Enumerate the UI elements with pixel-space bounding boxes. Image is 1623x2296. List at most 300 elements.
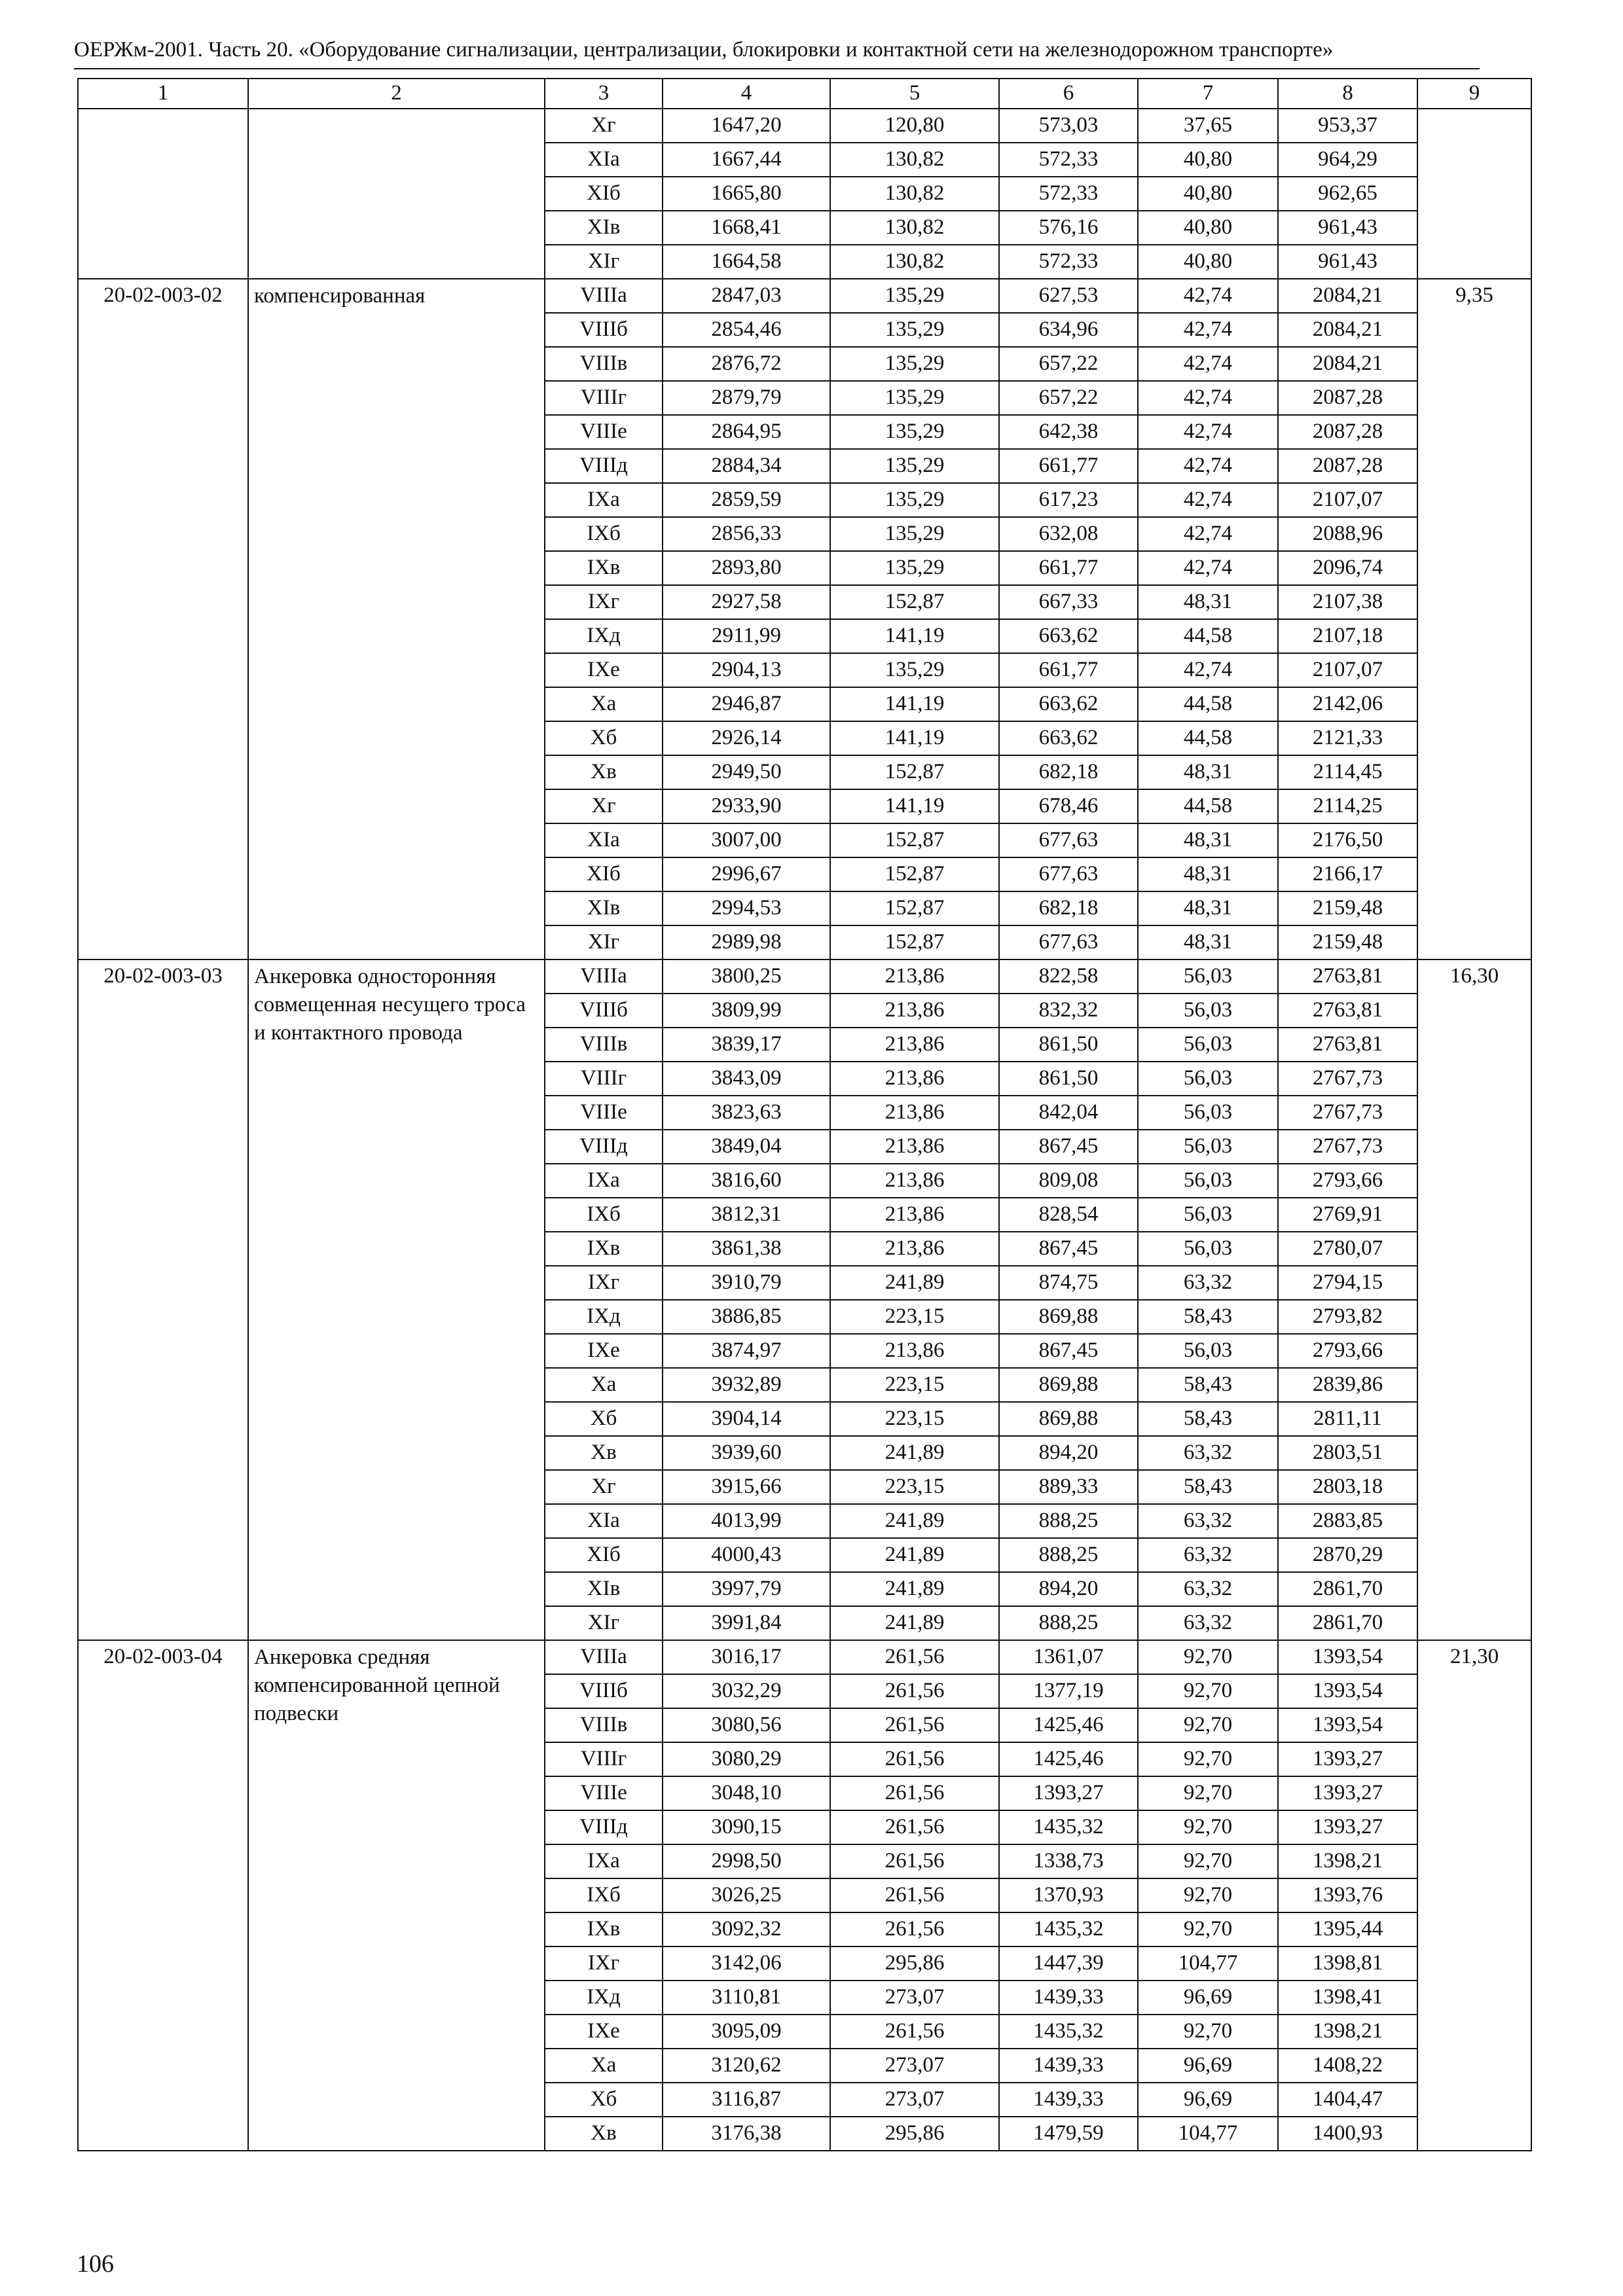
machinist-wages-cell: 44,58 <box>1138 687 1278 721</box>
materials-cell: 2883,85 <box>1278 1504 1417 1538</box>
work-name-cell: Анкеровка односторонняя совмещенная несущего троса и контактного провода <box>248 960 545 1640</box>
machinist-wages-cell: 92,70 <box>1138 1708 1278 1742</box>
machinist-wages-cell: 56,03 <box>1138 1130 1278 1164</box>
category-cell: IXг <box>545 585 663 619</box>
materials-cell: 1393,54 <box>1278 1640 1417 1674</box>
materials-cell: 1398,21 <box>1278 2015 1417 2049</box>
category-cell: IXд <box>545 1300 663 1334</box>
machinist-wages-cell: 92,70 <box>1138 1742 1278 1776</box>
total-cost-cell: 2876,72 <box>663 347 830 381</box>
materials-cell: 2087,28 <box>1278 415 1417 449</box>
category-cell: IXб <box>545 1878 663 1912</box>
total-cost-cell: 3176,38 <box>663 2117 830 2151</box>
machine-cost-cell: 869,88 <box>999 1300 1138 1334</box>
wages-cell: 273,07 <box>830 2049 999 2083</box>
machinist-wages-cell: 63,32 <box>1138 1504 1278 1538</box>
work-name-cell: компенсированная <box>248 279 545 960</box>
wages-cell: 213,86 <box>830 960 999 994</box>
materials-cell: 2767,73 <box>1278 1130 1417 1164</box>
total-cost-cell: 2856,33 <box>663 517 830 551</box>
materials-cell: 2107,07 <box>1278 653 1417 687</box>
category-cell: IXв <box>545 1232 663 1266</box>
total-cost-cell: 2994,53 <box>663 891 830 925</box>
machinist-wages-cell: 92,70 <box>1138 1810 1278 1844</box>
wages-cell: 213,86 <box>830 1096 999 1130</box>
wages-cell: 135,29 <box>830 347 999 381</box>
total-cost-cell: 3932,89 <box>663 1368 830 1402</box>
machine-cost-cell: 1338,73 <box>999 1844 1138 1878</box>
category-cell: VIIIв <box>545 1708 663 1742</box>
machinist-wages-cell: 42,74 <box>1138 313 1278 347</box>
machinist-wages-cell: 42,74 <box>1138 653 1278 687</box>
total-cost-cell: 1664,58 <box>663 245 830 279</box>
materials-cell: 1393,27 <box>1278 1810 1417 1844</box>
wages-cell: 295,86 <box>830 2117 999 2151</box>
wages-cell: 213,86 <box>830 1062 999 1096</box>
machinist-wages-cell: 44,58 <box>1138 619 1278 653</box>
total-cost-cell: 3142,06 <box>663 1946 830 1981</box>
machinist-wages-cell: 48,31 <box>1138 823 1278 857</box>
total-cost-cell: 4013,99 <box>663 1504 830 1538</box>
materials-cell: 2096,74 <box>1278 551 1417 585</box>
machine-cost-cell: 809,08 <box>999 1164 1138 1198</box>
total-cost-cell: 3910,79 <box>663 1266 830 1300</box>
materials-cell: 2107,18 <box>1278 619 1417 653</box>
column-number: 2 <box>248 79 545 109</box>
wages-cell: 152,87 <box>830 891 999 925</box>
category-cell: Xв <box>545 1436 663 1470</box>
total-cost-cell: 3997,79 <box>663 1572 830 1606</box>
machine-cost-cell: 828,54 <box>999 1198 1138 1232</box>
total-cost-cell: 3812,31 <box>663 1198 830 1232</box>
materials-cell: 2767,73 <box>1278 1062 1417 1096</box>
machine-cost-cell: 657,22 <box>999 347 1138 381</box>
wages-cell: 130,82 <box>830 177 999 211</box>
total-cost-cell: 3816,60 <box>663 1164 830 1198</box>
machinist-wages-cell: 63,32 <box>1138 1606 1278 1640</box>
materials-cell: 2763,81 <box>1278 960 1417 994</box>
category-cell: XIб <box>545 177 663 211</box>
wages-cell: 213,86 <box>830 1198 999 1232</box>
total-cost-cell: 3048,10 <box>663 1776 830 1810</box>
machine-cost-cell: 1425,46 <box>999 1708 1138 1742</box>
column-number: 6 <box>999 79 1138 109</box>
machine-cost-cell: 1439,33 <box>999 1981 1138 2015</box>
materials-cell: 2763,81 <box>1278 994 1417 1028</box>
machinist-wages-cell: 48,31 <box>1138 857 1278 891</box>
category-cell: VIIIг <box>545 381 663 415</box>
wages-cell: 261,56 <box>830 1912 999 1946</box>
machinist-wages-cell: 40,80 <box>1138 177 1278 211</box>
machinist-wages-cell: 56,03 <box>1138 1062 1278 1096</box>
materials-cell: 2769,91 <box>1278 1198 1417 1232</box>
machinist-wages-cell: 56,03 <box>1138 994 1278 1028</box>
materials-cell: 2088,96 <box>1278 517 1417 551</box>
category-cell: Xг <box>545 1470 663 1504</box>
machinist-wages-cell: 56,03 <box>1138 1164 1278 1198</box>
machine-cost-cell: 634,96 <box>999 313 1138 347</box>
wages-cell: 261,56 <box>830 1810 999 1844</box>
machinist-wages-cell: 56,03 <box>1138 1096 1278 1130</box>
table-row <box>78 1640 1531 1674</box>
rates-table <box>77 78 1532 2151</box>
category-cell: IXг <box>545 1946 663 1981</box>
wages-cell: 135,29 <box>830 517 999 551</box>
total-cost-cell: 3026,25 <box>663 1878 830 1912</box>
category-cell: IXг <box>545 1266 663 1300</box>
machine-cost-cell: 1439,33 <box>999 2083 1138 2117</box>
materials-cell: 2084,21 <box>1278 347 1417 381</box>
wages-cell: 135,29 <box>830 449 999 483</box>
materials-cell: 2087,28 <box>1278 381 1417 415</box>
wages-cell: 141,19 <box>830 619 999 653</box>
materials-cell: 964,29 <box>1278 143 1417 177</box>
category-cell: IXа <box>545 1844 663 1878</box>
category-cell: XIб <box>545 1538 663 1572</box>
total-cost-cell: 3861,38 <box>663 1232 830 1266</box>
total-cost-cell: 3991,84 <box>663 1606 830 1640</box>
work-name-cell: Анкеровка средняя компенсированной цепной подвески <box>248 1640 545 2151</box>
machine-cost-cell: 677,63 <box>999 925 1138 960</box>
machine-cost-cell: 842,04 <box>999 1096 1138 1130</box>
wages-cell: 241,89 <box>830 1266 999 1300</box>
materials-cell: 1395,44 <box>1278 1912 1417 1946</box>
work-name-cell <box>248 109 545 279</box>
materials-cell: 2087,28 <box>1278 449 1417 483</box>
total-cost-cell: 2949,50 <box>663 755 830 789</box>
machine-cost-cell: 888,25 <box>999 1538 1138 1572</box>
machinist-wages-cell: 48,31 <box>1138 891 1278 925</box>
category-cell: XIб <box>545 857 663 891</box>
machine-cost-cell: 682,18 <box>999 891 1138 925</box>
category-cell: IXд <box>545 619 663 653</box>
category-cell: IXе <box>545 2015 663 2049</box>
materials-cell: 2861,70 <box>1278 1572 1417 1606</box>
machine-cost-cell: 1435,32 <box>999 2015 1138 2049</box>
machinist-wages-cell: 56,03 <box>1138 1232 1278 1266</box>
wages-cell: 261,56 <box>830 1708 999 1742</box>
machine-cost-cell: 663,62 <box>999 687 1138 721</box>
machine-cost-cell: 1377,19 <box>999 1674 1138 1708</box>
machine-cost-cell: 894,20 <box>999 1572 1138 1606</box>
column-number-row <box>78 79 1531 109</box>
wages-cell: 152,87 <box>830 585 999 619</box>
machinist-wages-cell: 58,43 <box>1138 1402 1278 1436</box>
category-cell: XIа <box>545 1504 663 1538</box>
total-cost-cell: 1667,44 <box>663 143 830 177</box>
materials-cell: 2803,51 <box>1278 1436 1417 1470</box>
table-row <box>78 960 1531 994</box>
column-number: 8 <box>1278 79 1417 109</box>
page-header-title: ОЕРЖм-2001. Часть 20. «Оборудование сигнализации, централизации, блокировки и контактной сети на железнодорожном транспорте» <box>74 38 1334 62</box>
wages-cell: 141,19 <box>830 789 999 823</box>
machinist-wages-cell: 40,80 <box>1138 245 1278 279</box>
machinist-wages-cell: 42,74 <box>1138 381 1278 415</box>
category-cell: VIIIе <box>545 1776 663 1810</box>
total-cost-cell: 2998,50 <box>663 1844 830 1878</box>
category-cell: IXд <box>545 1981 663 2015</box>
machinist-wages-cell: 48,31 <box>1138 585 1278 619</box>
total-cost-cell: 3839,17 <box>663 1028 830 1062</box>
category-cell: VIIIа <box>545 1640 663 1674</box>
materials-cell: 1398,81 <box>1278 1946 1417 1981</box>
materials-cell: 2780,07 <box>1278 1232 1417 1266</box>
category-cell: IXа <box>545 1164 663 1198</box>
machinist-wages-cell: 63,32 <box>1138 1572 1278 1606</box>
machinist-wages-cell: 44,58 <box>1138 721 1278 755</box>
machinist-wages-cell: 104,77 <box>1138 2117 1278 2151</box>
machinist-wages-cell: 42,74 <box>1138 551 1278 585</box>
machinist-wages-cell: 56,03 <box>1138 1334 1278 1368</box>
total-cost-cell: 2946,87 <box>663 687 830 721</box>
total-cost-cell: 4000,43 <box>663 1538 830 1572</box>
category-cell: XIв <box>545 891 663 925</box>
total-cost-cell: 1668,41 <box>663 211 830 245</box>
materials-cell: 1393,54 <box>1278 1674 1417 1708</box>
category-cell: VIIIг <box>545 1062 663 1096</box>
total-cost-cell: 3110,81 <box>663 1981 830 2015</box>
category-cell: Xг <box>545 789 663 823</box>
materials-cell: 2142,06 <box>1278 687 1417 721</box>
machinist-wages-cell: 92,70 <box>1138 1674 1278 1708</box>
materials-cell: 2811,11 <box>1278 1402 1417 1436</box>
rate-code-cell <box>78 109 248 279</box>
machinist-wages-cell: 96,69 <box>1138 1981 1278 2015</box>
materials-cell: 2794,15 <box>1278 1266 1417 1300</box>
machinist-wages-cell: 92,70 <box>1138 1912 1278 1946</box>
column-number: 1 <box>78 79 248 109</box>
wages-cell: 141,19 <box>830 721 999 755</box>
total-cost-cell: 2847,03 <box>663 279 830 313</box>
materials-cell: 2107,38 <box>1278 585 1417 619</box>
total-cost-cell: 3080,29 <box>663 1742 830 1776</box>
category-cell: Xа <box>545 687 663 721</box>
machinist-wages-cell: 92,70 <box>1138 1640 1278 1674</box>
machine-cost-cell: 576,16 <box>999 211 1138 245</box>
table-row <box>78 279 1531 313</box>
total-cost-cell: 3080,56 <box>663 1708 830 1742</box>
total-cost-cell: 1647,20 <box>663 109 830 143</box>
machine-cost-cell: 627,53 <box>999 279 1138 313</box>
category-cell: Xг <box>545 109 663 143</box>
total-cost-cell: 3939,60 <box>663 1436 830 1470</box>
total-cost-cell: 2996,67 <box>663 857 830 891</box>
machine-cost-cell: 678,46 <box>999 789 1138 823</box>
machine-cost-cell: 661,77 <box>999 551 1138 585</box>
category-cell: VIIIа <box>545 279 663 313</box>
machinist-wages-cell: 104,77 <box>1138 1946 1278 1981</box>
total-cost-cell: 2884,34 <box>663 449 830 483</box>
materials-cell: 1393,27 <box>1278 1742 1417 1776</box>
machinist-wages-cell: 56,03 <box>1138 960 1278 994</box>
wages-cell: 152,87 <box>830 823 999 857</box>
machinist-wages-cell: 92,70 <box>1138 1776 1278 1810</box>
wages-cell: 241,89 <box>830 1436 999 1470</box>
materials-cell: 2166,17 <box>1278 857 1417 891</box>
machinist-wages-cell: 92,70 <box>1138 1844 1278 1878</box>
category-cell: Xа <box>545 1368 663 1402</box>
total-cost-cell: 3809,99 <box>663 994 830 1028</box>
total-cost-cell: 2864,95 <box>663 415 830 449</box>
category-cell: XIа <box>545 143 663 177</box>
machine-cost-cell: 657,22 <box>999 381 1138 415</box>
wages-cell: 135,29 <box>830 483 999 517</box>
machinist-wages-cell: 63,32 <box>1138 1436 1278 1470</box>
machine-cost-cell: 867,45 <box>999 1334 1138 1368</box>
materials-cell: 2159,48 <box>1278 925 1417 960</box>
materials-cell: 2767,73 <box>1278 1096 1417 1130</box>
materials-cell: 1408,22 <box>1278 2049 1417 2083</box>
machinist-wages-cell: 42,74 <box>1138 279 1278 313</box>
materials-cell: 961,43 <box>1278 211 1417 245</box>
total-cost-cell: 3904,14 <box>663 1402 830 1436</box>
wages-cell: 223,15 <box>830 1368 999 1402</box>
total-cost-cell: 3886,85 <box>663 1300 830 1334</box>
wages-cell: 241,89 <box>830 1572 999 1606</box>
total-cost-cell: 3007,00 <box>663 823 830 857</box>
wages-cell: 223,15 <box>830 1402 999 1436</box>
machinist-wages-cell: 92,70 <box>1138 1878 1278 1912</box>
wages-cell: 152,87 <box>830 857 999 891</box>
machine-cost-cell: 1447,39 <box>999 1946 1138 1981</box>
column-number: 4 <box>663 79 830 109</box>
machine-cost-cell: 867,45 <box>999 1130 1138 1164</box>
header-divider <box>74 68 1480 69</box>
machine-cost-cell: 642,38 <box>999 415 1138 449</box>
wages-cell: 273,07 <box>830 2083 999 2117</box>
column-number: 3 <box>545 79 663 109</box>
category-cell: XIг <box>545 1606 663 1640</box>
category-cell: XIв <box>545 1572 663 1606</box>
wages-cell: 135,29 <box>830 381 999 415</box>
machine-cost-cell: 677,63 <box>999 857 1138 891</box>
category-cell: IXв <box>545 1912 663 1946</box>
category-cell: VIIIб <box>545 1674 663 1708</box>
total-cost-cell: 2926,14 <box>663 721 830 755</box>
total-cost-cell: 2879,79 <box>663 381 830 415</box>
materials-cell: 1398,41 <box>1278 1981 1417 2015</box>
total-cost-cell: 3843,09 <box>663 1062 830 1096</box>
category-cell: Xв <box>545 2117 663 2151</box>
wages-cell: 213,86 <box>830 994 999 1028</box>
category-cell: IXа <box>545 483 663 517</box>
total-cost-cell: 2854,46 <box>663 313 830 347</box>
category-cell: XIг <box>545 925 663 960</box>
machine-cost-cell: 572,33 <box>999 177 1138 211</box>
category-cell: VIIIв <box>545 1028 663 1062</box>
category-cell: VIIIд <box>545 1810 663 1844</box>
category-cell: Xб <box>545 2083 663 2117</box>
wages-cell: 261,56 <box>830 1742 999 1776</box>
machinist-wages-cell: 42,74 <box>1138 347 1278 381</box>
total-cost-cell: 3915,66 <box>663 1470 830 1504</box>
machine-cost-cell: 1435,32 <box>999 1810 1138 1844</box>
materials-cell: 962,65 <box>1278 177 1417 211</box>
category-cell: Xб <box>545 721 663 755</box>
machinist-wages-cell: 48,31 <box>1138 925 1278 960</box>
machinist-wages-cell: 42,74 <box>1138 483 1278 517</box>
machine-cost-cell: 832,32 <box>999 994 1138 1028</box>
materials-cell: 1393,54 <box>1278 1708 1417 1742</box>
category-cell: VIIIд <box>545 1130 663 1164</box>
machine-cost-cell: 632,08 <box>999 517 1138 551</box>
wages-cell: 135,29 <box>830 279 999 313</box>
machine-cost-cell: 1479,59 <box>999 2117 1138 2151</box>
machine-cost-cell: 869,88 <box>999 1368 1138 1402</box>
total-cost-cell: 3092,32 <box>663 1912 830 1946</box>
machine-cost-cell: 1393,27 <box>999 1776 1138 1810</box>
machinist-wages-cell: 44,58 <box>1138 789 1278 823</box>
machinist-wages-cell: 40,80 <box>1138 143 1278 177</box>
total-cost-cell: 3874,97 <box>663 1334 830 1368</box>
materials-cell: 2763,81 <box>1278 1028 1417 1062</box>
wages-cell: 135,29 <box>830 313 999 347</box>
total-cost-cell: 2989,98 <box>663 925 830 960</box>
machinist-wages-cell: 96,69 <box>1138 2083 1278 2117</box>
materials-cell: 2176,50 <box>1278 823 1417 857</box>
machinist-wages-cell: 63,32 <box>1138 1266 1278 1300</box>
category-cell: VIIIа <box>545 960 663 994</box>
materials-cell: 2793,66 <box>1278 1164 1417 1198</box>
wages-cell: 152,87 <box>830 925 999 960</box>
wages-cell: 273,07 <box>830 1981 999 2015</box>
materials-cell: 2803,18 <box>1278 1470 1417 1504</box>
total-cost-cell: 3800,25 <box>663 960 830 994</box>
category-cell: Xб <box>545 1402 663 1436</box>
materials-cell: 1398,21 <box>1278 1844 1417 1878</box>
machinist-wages-cell: 42,74 <box>1138 449 1278 483</box>
wages-cell: 130,82 <box>830 245 999 279</box>
category-cell: IXв <box>545 551 663 585</box>
rate-code-cell: 20-02-003-02 <box>78 279 248 960</box>
machinist-wages-cell: 63,32 <box>1138 1538 1278 1572</box>
wages-cell: 295,86 <box>830 1946 999 1981</box>
machine-cost-cell: 573,03 <box>999 109 1138 143</box>
rate-code-cell: 20-02-003-03 <box>78 960 248 1640</box>
category-cell: VIIIе <box>545 1096 663 1130</box>
wages-cell: 261,56 <box>830 1878 999 1912</box>
wages-cell: 135,29 <box>830 415 999 449</box>
machine-cost-cell: 663,62 <box>999 619 1138 653</box>
wages-cell: 213,86 <box>830 1028 999 1062</box>
total-cost-cell: 3032,29 <box>663 1674 830 1708</box>
machine-cost-cell: 661,77 <box>999 449 1138 483</box>
wages-cell: 130,82 <box>830 211 999 245</box>
category-cell: IXе <box>545 1334 663 1368</box>
machinist-wages-cell: 40,80 <box>1138 211 1278 245</box>
category-cell: XIа <box>545 823 663 857</box>
wages-cell: 135,29 <box>830 653 999 687</box>
machine-cost-cell: 661,77 <box>999 653 1138 687</box>
wages-cell: 120,80 <box>830 109 999 143</box>
labor-cost-cell <box>1417 109 1531 279</box>
total-cost-cell: 3016,17 <box>663 1640 830 1674</box>
materials-cell: 2870,29 <box>1278 1538 1417 1572</box>
materials-cell: 2121,33 <box>1278 721 1417 755</box>
total-cost-cell: 3120,62 <box>663 2049 830 2083</box>
wages-cell: 135,29 <box>830 551 999 585</box>
machine-cost-cell: 1361,07 <box>999 1640 1138 1674</box>
wages-cell: 213,86 <box>830 1130 999 1164</box>
materials-cell: 2107,07 <box>1278 483 1417 517</box>
total-cost-cell: 3095,09 <box>663 2015 830 2049</box>
wages-cell: 241,89 <box>830 1504 999 1538</box>
labor-cost-cell: 9,35 <box>1417 279 1531 960</box>
materials-cell: 1393,76 <box>1278 1878 1417 1912</box>
category-cell: VIIIв <box>545 347 663 381</box>
machine-cost-cell: 1435,32 <box>999 1912 1138 1946</box>
materials-cell: 2861,70 <box>1278 1606 1417 1640</box>
